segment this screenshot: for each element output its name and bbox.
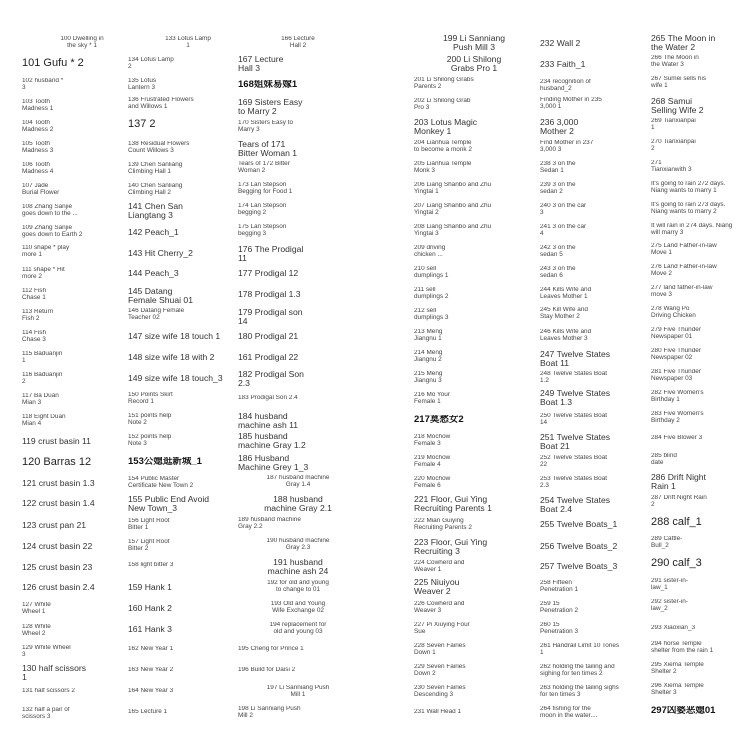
track-label: 220 Mochow Female 6 xyxy=(414,476,451,489)
track-label: 216 Mo Your Female 1 xyxy=(414,392,450,405)
track-label: 167 Lecture Hall 3 xyxy=(238,55,284,74)
track-label: It's going to rain 273 days. Niang wants to marry 2 xyxy=(651,202,726,215)
track-label: 159 Hank 1 xyxy=(128,583,172,592)
track-label: 262 holding the tailing and sighing for ten times 2 xyxy=(540,664,615,677)
track-label: 288 calf_1 xyxy=(651,517,702,528)
track-label: 112 Fish Chase 1 xyxy=(22,288,47,301)
track-label: 264 fishing for the moon in the water.... xyxy=(540,706,598,719)
track-label: 236 3,000 Mother 2 xyxy=(540,118,579,137)
track-label: 178 Prodigal 1.3 xyxy=(238,290,301,299)
track-label: 164 New Year 3 xyxy=(128,688,174,694)
track-label: 144 Peach_3 xyxy=(128,269,179,278)
track-label: 115 Baduanjin 1 xyxy=(22,351,63,364)
track-label: 119 crust basin 11 xyxy=(22,437,91,446)
track-label: 295 Xiema Temple Shelter 2 xyxy=(651,662,704,675)
track-label: 261 Handrail Limit 10 Tones 1 xyxy=(540,643,620,656)
track-label: 283 Five Women's Birthday 2 xyxy=(651,411,704,424)
track-label: 238 3 on the Sedan 1 xyxy=(540,161,576,174)
track-label: 188 husband machine Gray 2.1 xyxy=(264,495,332,514)
track-label: 121 crust basin 1.3 xyxy=(22,479,95,488)
track-label: 199 Li Sanniang Push Mill 3 xyxy=(442,34,506,53)
track-label: 139 Chen Sanliang Climbing Hall 1 xyxy=(128,162,183,175)
label-column xyxy=(540,0,660,750)
track-label: 265 The Moon in the Water 2 xyxy=(651,34,716,53)
label-column xyxy=(238,0,358,750)
track-label: 142 Peach_1 xyxy=(128,228,179,237)
track-label: 161 Hank 3 xyxy=(128,625,172,634)
track-label: 266 The Moon in the Water 3 xyxy=(651,55,699,68)
track-label: Tears of 172 Bitter Woman 2 xyxy=(238,161,290,174)
track-label: 182 Prodigal Son 2.3 xyxy=(238,370,304,389)
track-label: 249 Twelve States Boat 1.3 xyxy=(540,389,611,408)
track-label: 143 Hit Cherry_2 xyxy=(128,249,193,258)
track-label: 170 Sisters Easy to Marry 3 xyxy=(238,120,294,133)
track-label: 155 Public End Avoid New Town_3 xyxy=(128,495,210,514)
track-label: 240 3 on the car 3 xyxy=(540,203,587,216)
track-label: 201 Li Shilong Grabs Parents 2 xyxy=(414,77,474,90)
track-label: 203 Lotus Magic Monkey 1 xyxy=(414,118,478,137)
track-label: 193 Old and Young Wife Exchange 02 xyxy=(270,601,326,614)
track-label: 207 Liang Shanbo and Zhu Yingtai 2 xyxy=(414,203,492,216)
track-label: 173 Lan Stepson Begging for Food 1 xyxy=(238,182,293,195)
track-label: 110 shape * play more 1 xyxy=(22,245,70,258)
track-label: 186 Husband Machine Grey 1_3 xyxy=(238,454,309,473)
track-label: 114 Fish Chase 3 xyxy=(22,330,47,343)
track-label: 111 shape * Hit more 2 xyxy=(22,267,65,280)
track-label: 281 Five Thunder Newspaper 03 xyxy=(651,369,701,382)
track-label: 214 Meng Jiangnu 2 xyxy=(414,350,443,363)
track-label: 269 Tianxianpai 1 xyxy=(651,118,696,131)
track-label: 120 Barras 12 xyxy=(22,457,92,468)
track-label: 105 Tooth Madness 3 xyxy=(22,141,54,154)
track-label: 107 Jade Burial Flower xyxy=(22,183,60,196)
track-label: 280 Five Thunder Newspaper 02 xyxy=(651,348,701,361)
track-label: 217莫愁女2 xyxy=(414,415,464,425)
track-label: 118 Eight Duan Mian 4 xyxy=(22,414,66,427)
track-label: 254 Twelve States Boat 2.4 xyxy=(540,496,611,515)
track-label: 197 Li Sanniang Push Mill 1 xyxy=(266,685,330,698)
track-label: 152 points help Note 3 xyxy=(128,434,172,447)
track-label: 147 size wife 18 touch 1 xyxy=(128,332,221,341)
track-label: 196 Build for Daisi 2 xyxy=(238,667,296,673)
track-label: 202 Li Shilong Grab Pro 3 xyxy=(414,98,471,111)
track-label: 253 Twelve States Boat 2.3 xyxy=(540,476,608,489)
track-label: 191 husband machine ash 24 xyxy=(267,558,329,577)
track-label: 212 sell dumplings 3 xyxy=(414,308,449,321)
track-label: 106 Tooth Madness 4 xyxy=(22,162,54,175)
track-label: 284 Five Blower 3 xyxy=(651,435,703,441)
track-label: 221 Floor, Gui Ying Recruiting Parents 1 xyxy=(414,495,492,514)
track-label: 257 Twelve Boats_3 xyxy=(540,562,618,571)
track-label: 239 3 on the sedan 2 xyxy=(540,182,576,195)
track-label: 233 Faith_1 xyxy=(540,60,586,69)
track-label: 133 Lotus Lamp 1 xyxy=(165,36,211,49)
track-label: 123 crust pan 21 xyxy=(22,521,87,530)
track-label: 291 sister-in- law_1 xyxy=(651,578,688,591)
track-label: 192 for old and young to change to 01 xyxy=(267,580,329,593)
track-label: 145 Datang Female Shuai 01 xyxy=(128,287,193,306)
track-label: 148 size wife 18 with 2 xyxy=(128,353,215,362)
track-label: 255 Twelve Boats_1 xyxy=(540,520,618,529)
track-label: 208 Liang Shanbo and Zhu Yingtai 3 xyxy=(414,224,492,237)
track-label: 229 Seven Fairies Down 2 xyxy=(414,664,466,677)
track-label: 226 Cowherd and Weaver 3 xyxy=(414,601,465,614)
track-label: 190 husband machine Gray 2.3 xyxy=(266,538,330,551)
track-label: 198 Li Sanniang Push Mill 2 xyxy=(238,706,301,719)
track-label: 200 Li Shilong Grabs Pro 1 xyxy=(446,55,502,74)
track-label: 141 Chen San Liangtang 3 xyxy=(128,202,183,221)
track-label: 228 Seven Fairies Down 1 xyxy=(414,643,466,656)
track-label: 292 sister-in- law_2 xyxy=(651,599,688,612)
track-label: 185 husband machine Gray 1.2 xyxy=(238,432,306,451)
track-label: 213 Meng Jiangnu 1 xyxy=(414,329,443,342)
track-label: 189 husband machine Gray 2.2 xyxy=(238,517,301,530)
track-label: 247 Twelve States Boat 11 xyxy=(540,350,611,369)
track-label: 234 recognition of husband_2 xyxy=(540,79,591,92)
track-label: Finding Mother in 235 3,000 1 xyxy=(540,97,602,110)
track-label: 174 Lan Stepson begging 2 xyxy=(238,203,287,216)
track-label: 122 crust basin 1.4 xyxy=(22,499,95,508)
track-label: 251 Twelve States Boat 21 xyxy=(540,433,611,452)
track-label: 276 Land Father-in-law Move 2 xyxy=(651,264,717,277)
track-label: 151 points help Note 2 xyxy=(128,413,172,426)
track-label: 161 Prodigal 22 xyxy=(238,353,299,362)
track-label: 129 White Wheel 3 xyxy=(22,645,71,658)
track-label: 205 Lianhua Temple Monk 3 xyxy=(414,161,472,174)
track-label: 146 Datang Female Teacher 02 xyxy=(128,308,185,321)
track-label: 211 sell dumplings 2 xyxy=(414,287,449,300)
track-label: 224 Cowherd and Weaver 1 xyxy=(414,560,465,573)
track-label: 267 Sumei sells his wife 1 xyxy=(651,76,707,89)
track-label: 282 Five Women's Birthday 1 xyxy=(651,390,704,403)
track-label: 258 Fifteen Penetration 1 xyxy=(540,580,579,593)
track-label: 241 3 on the car 4 xyxy=(540,224,587,237)
track-label: 244 Kills Wife and Leaves Mother 1 xyxy=(540,287,592,300)
track-label: 157 Light Root Bitter 2 xyxy=(128,539,170,552)
track-label: 218 Mochow Female 3 xyxy=(414,434,451,447)
track-label: 101 Gufu * 2 xyxy=(22,58,84,69)
track-label: 271 Tianxianwith 3 xyxy=(651,160,692,173)
track-label: 209 driving chicken ... xyxy=(414,245,446,258)
track-label: 125 crust basin 23 xyxy=(22,563,93,572)
track-label: 132 half a pair of scissors 3 xyxy=(22,707,70,720)
track-label: 149 size wife 18 touch_3 xyxy=(128,374,223,383)
track-label: 231 Wall Head 1 xyxy=(414,709,462,715)
track-label: 296 Xiema Temple Shelter 3 xyxy=(651,683,704,696)
track-label: 223 Floor, Gui Ying Recruiting 3 xyxy=(414,538,488,557)
track-label: 248 Twelve States Boat 1.2 xyxy=(540,371,608,384)
track-label: 179 Prodigal son 14 xyxy=(238,308,303,327)
track-label: 116 Baduanjin 2 xyxy=(22,372,63,385)
track-label: 154 Public Master Certificate New Town 2 xyxy=(128,476,194,489)
track-label: 289 Cattle- Bull_2 xyxy=(651,536,683,549)
track-label: 131 half scissors 2 xyxy=(22,688,75,694)
track-label: 158 light bitter 3 xyxy=(128,562,174,568)
track-label: 165 Lecture 1 xyxy=(128,709,168,715)
track-label: 222 Mian Guiying Recruiting Parents 2 xyxy=(414,518,472,531)
track-label: 286 Drift Night Rain 1 xyxy=(651,473,706,492)
track-label: 195 Cheng for Prince 1 xyxy=(238,646,304,652)
track-label: 124 crust basin 22 xyxy=(22,542,93,551)
track-label: 293 Xiaoxian_3 xyxy=(651,625,696,631)
track-label: 243 3 on the sedan 6 xyxy=(540,266,576,279)
track-label: 232 Wall 2 xyxy=(540,39,581,48)
track-label: 134 Lotus Lamp 2 xyxy=(128,57,174,70)
track-label: 294 horse Temple shelter from the rain 1 xyxy=(651,641,714,654)
track-label: 109 Zhang Sanjie goes down to Earth 2 xyxy=(22,225,83,238)
track-label: 108 Zhang Sanjie goes down to the ... xyxy=(22,204,78,217)
track-label: 275 Land Father-in-law Move 1 xyxy=(651,243,717,256)
track-label: 166 Lecture Hall 2 xyxy=(281,36,315,49)
track-label: 162 New Year 1 xyxy=(128,646,174,652)
track-label: 194 replacement for old and young 03 xyxy=(269,622,327,635)
track-label: 175 Lan Stepson begging 3 xyxy=(238,224,287,237)
track-label: 290 calf_3 xyxy=(651,558,702,569)
track-label: 277 land father-in-law move 3 xyxy=(651,285,713,298)
track-label: 163 New Year 2 xyxy=(128,667,174,673)
track-label: 250 Twelve States Boat 14 xyxy=(540,413,608,426)
track-label: It will rain in 274 days. Niang will marry 3 xyxy=(651,223,733,236)
label-column xyxy=(22,0,142,750)
track-label: 187 husband machine Gray 1.4 xyxy=(266,475,330,488)
track-label: 263 holding the tailing sighs for ten times 3 xyxy=(540,685,619,698)
track-label: 177 Prodigal 12 xyxy=(238,269,299,278)
track-label: 140 Chen Sanliang Climbing Hall 2 xyxy=(128,183,183,196)
track-label: 225 Niuiyou Weaver 2 xyxy=(414,578,460,597)
track-label: 219 Mochow Female 4 xyxy=(414,455,451,468)
track-label: 279 Five Thunder Newspaper 01 xyxy=(651,327,701,340)
track-label: 160 Hank 2 xyxy=(128,604,172,613)
track-label: 206 Liang Shanbo and Zhu Yingtai 1 xyxy=(414,182,492,195)
track-label: 215 Meng Jiangnu 3 xyxy=(414,371,443,384)
track-label: 256 Twelve Boats_2 xyxy=(540,542,618,551)
track-label: 184 husband machine ash 11 xyxy=(238,412,299,431)
label-column xyxy=(651,0,750,750)
track-label: 156 Light Root Bitter 1 xyxy=(128,518,170,531)
label-column xyxy=(414,0,534,750)
track-label: 252 Twelve States Boat 22 xyxy=(540,455,608,468)
track-label: 127 White Wheel 1 xyxy=(22,602,51,615)
track-label: It's going to rain 272 days. Niang wants to marry 1 xyxy=(651,181,726,194)
track-label: 297凶婆恶媳01 xyxy=(651,706,716,716)
track-label: 285 blind date xyxy=(651,453,677,466)
track-label: 102 husband * 3 xyxy=(22,78,64,91)
track-label: 210 sell dumplings 1 xyxy=(414,266,449,279)
track-label: 126 crust basin 2.4 xyxy=(22,583,95,592)
track-label: 153公媳逛新城_1 xyxy=(128,457,202,467)
track-label: 150 Points Skirt Record 1 xyxy=(128,392,173,405)
track-label: 128 White Wheel 2 xyxy=(22,624,51,637)
track-label: 246 Kills Wife and Leaves Mother 3 xyxy=(540,329,592,342)
track-label: 138 Residual Flowers Count Willows 3 xyxy=(128,141,190,154)
track-label: 117 Ba Duan Mian 3 xyxy=(22,393,59,406)
track-label: 183 Prodigal Son 2.4 xyxy=(238,395,298,401)
track-label: 176 The Prodigal 11 xyxy=(238,245,304,264)
track-label: 136 Frustrated Flowers and Willows 1 xyxy=(128,97,194,110)
track-label: 245 Kill Wife and Stay Mother 2 xyxy=(540,307,588,320)
label-column xyxy=(128,0,248,750)
track-label: 130 half scissors 1 xyxy=(22,664,87,683)
track-label: 104 Tooth Madness 2 xyxy=(22,120,54,133)
track-label: 227 Pi Xiuying Four Sue xyxy=(414,622,470,635)
track-label: 204 Lianhua Temple to become a monk 2 xyxy=(414,140,472,153)
track-label: 268 Samui Selling Wife 2 xyxy=(651,97,704,116)
track-label: 137 2 xyxy=(128,119,156,130)
track-label: 242 3 on the sedan 5 xyxy=(540,245,576,258)
track-label: 287 Drift Night Rain 2 xyxy=(651,495,707,508)
track-label: 180 Prodigal 21 xyxy=(238,332,299,341)
track-label: Tears of 171 Bitter Woman 1 xyxy=(238,140,298,159)
track-label: 259 15 Penetration 2 xyxy=(540,601,579,614)
track-label: 103 Tooth Madness 1 xyxy=(22,99,54,112)
track-label: 168姐妹易嫁1 xyxy=(238,80,298,90)
track-label: 230 Seven Fairies Descending 3 xyxy=(414,685,466,698)
track-label: 278 Wang Po Driving Chicken xyxy=(651,306,696,319)
track-label: 169 Sisters Easy to Marry 2 xyxy=(238,98,303,117)
track-label: Find Mother in 237 3,000 3 xyxy=(540,140,594,153)
track-label: 270 Tianxianpai 2 xyxy=(651,139,696,152)
track-label: 113 Return Fish 2 xyxy=(22,309,54,322)
track-label: 135 Lotus Lantern 3 xyxy=(128,78,157,91)
track-label: 260 15 Penetration 3 xyxy=(540,622,579,635)
track-label: 100 Dwelling in the sky * 1 xyxy=(60,36,104,49)
